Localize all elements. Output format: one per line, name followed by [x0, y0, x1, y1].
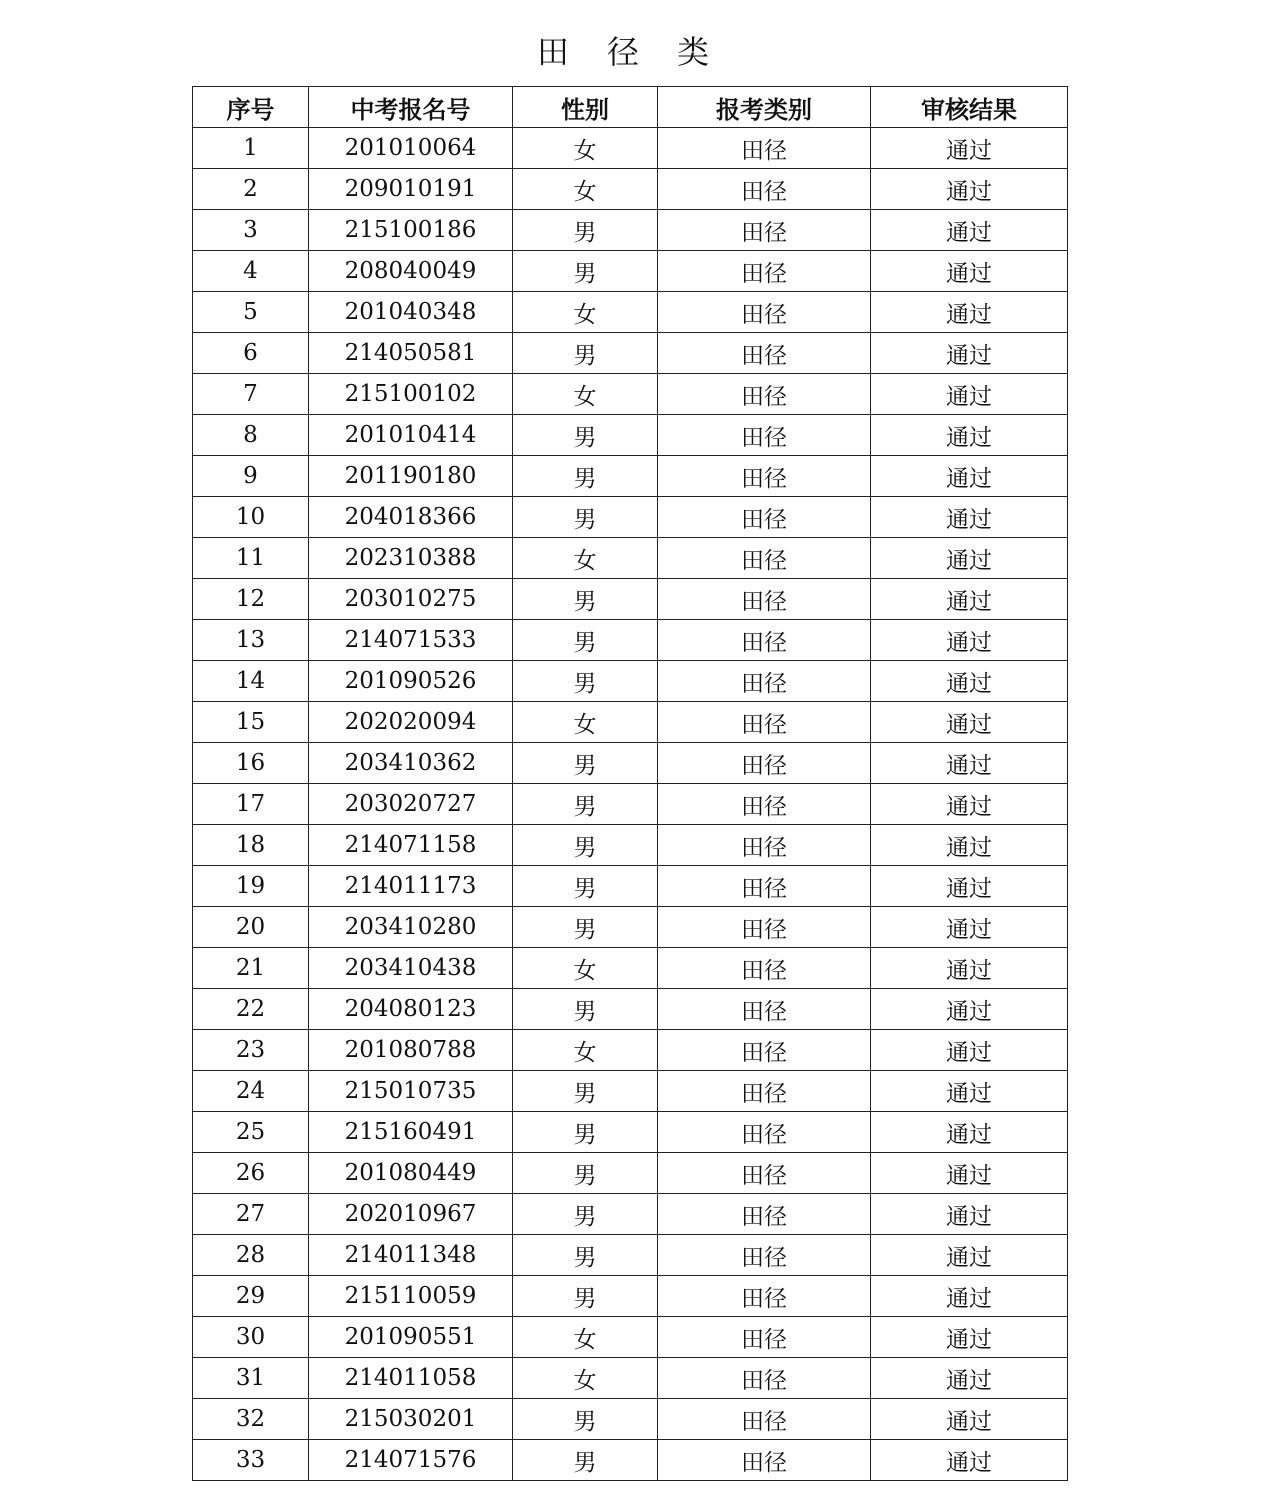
cell-gender: 女	[513, 538, 658, 579]
cell-seq: 5	[193, 292, 309, 333]
cell-exam-id: 201080788	[309, 1030, 513, 1071]
cell-result: 通过	[871, 579, 1068, 620]
table-row	[193, 907, 1068, 948]
cell-result: 通过	[871, 456, 1068, 497]
cell-exam-id: 201090551	[309, 1317, 513, 1358]
cell-result: 通过	[871, 661, 1068, 702]
cell-category: 田径	[658, 989, 871, 1030]
cell-seq: 25	[193, 1112, 309, 1153]
cell-seq: 9	[193, 456, 309, 497]
table-row	[193, 1194, 1068, 1235]
cell-seq: 31	[193, 1358, 309, 1399]
cell-seq: 12	[193, 579, 309, 620]
cell-result: 通过	[871, 743, 1068, 784]
cell-seq: 10	[193, 497, 309, 538]
cell-seq: 20	[193, 907, 309, 948]
header-category: 报考类别	[658, 87, 871, 128]
cell-seq: 18	[193, 825, 309, 866]
cell-result: 通过	[871, 1235, 1068, 1276]
cell-exam-id: 201040348	[309, 292, 513, 333]
cell-gender: 男	[513, 1194, 658, 1235]
table-row	[193, 866, 1068, 907]
cell-exam-id: 201190180	[309, 456, 513, 497]
cell-result: 通过	[871, 620, 1068, 661]
cell-gender: 男	[513, 497, 658, 538]
cell-seq: 23	[193, 1030, 309, 1071]
cell-result: 通过	[871, 1317, 1068, 1358]
cell-result: 通过	[871, 1112, 1068, 1153]
table-row	[193, 702, 1068, 743]
cell-gender: 男	[513, 210, 658, 251]
cell-result: 通过	[871, 1358, 1068, 1399]
cell-category: 田径	[658, 538, 871, 579]
table-row	[193, 948, 1068, 989]
cell-exam-id: 201090526	[309, 661, 513, 702]
table-row	[193, 292, 1068, 333]
cell-seq: 4	[193, 251, 309, 292]
cell-category: 田径	[658, 1153, 871, 1194]
table-row	[193, 1399, 1068, 1440]
cell-gender: 男	[513, 1235, 658, 1276]
cell-exam-id: 214071533	[309, 620, 513, 661]
table-row	[193, 661, 1068, 702]
table-row	[193, 1358, 1068, 1399]
cell-category: 田径	[658, 784, 871, 825]
cell-category: 田径	[658, 128, 871, 169]
table-row	[193, 1153, 1068, 1194]
cell-category: 田径	[658, 1276, 871, 1317]
cell-gender: 男	[513, 661, 658, 702]
cell-gender: 男	[513, 1440, 658, 1481]
table-row	[193, 456, 1068, 497]
cell-category: 田径	[658, 374, 871, 415]
cell-exam-id: 203010275	[309, 579, 513, 620]
cell-gender: 男	[513, 784, 658, 825]
cell-gender: 女	[513, 128, 658, 169]
cell-exam-id: 214011058	[309, 1358, 513, 1399]
cell-category: 田径	[658, 210, 871, 251]
cell-seq: 28	[193, 1235, 309, 1276]
cell-exam-id: 202310388	[309, 538, 513, 579]
cell-result: 通过	[871, 169, 1068, 210]
cell-result: 通过	[871, 866, 1068, 907]
cell-category: 田径	[658, 661, 871, 702]
table-row	[193, 497, 1068, 538]
cell-exam-id: 215160491	[309, 1112, 513, 1153]
cell-gender: 男	[513, 743, 658, 784]
cell-gender: 男	[513, 825, 658, 866]
cell-category: 田径	[658, 702, 871, 743]
cell-seq: 26	[193, 1153, 309, 1194]
cell-category: 田径	[658, 1071, 871, 1112]
cell-exam-id: 203410362	[309, 743, 513, 784]
cell-result: 通过	[871, 825, 1068, 866]
cell-category: 田径	[658, 1440, 871, 1481]
cell-exam-id: 201010064	[309, 128, 513, 169]
cell-category: 田径	[658, 948, 871, 989]
cell-gender: 男	[513, 1153, 658, 1194]
cell-gender: 男	[513, 251, 658, 292]
cell-exam-id: 215100102	[309, 374, 513, 415]
cell-category: 田径	[658, 1112, 871, 1153]
cell-exam-id: 214011348	[309, 1235, 513, 1276]
cell-category: 田径	[658, 620, 871, 661]
cell-seq: 14	[193, 661, 309, 702]
cell-exam-id: 203410438	[309, 948, 513, 989]
table-row	[193, 1317, 1068, 1358]
table-row	[193, 1030, 1068, 1071]
cell-category: 田径	[658, 907, 871, 948]
cell-seq: 2	[193, 169, 309, 210]
cell-gender: 男	[513, 1399, 658, 1440]
cell-gender: 男	[513, 456, 658, 497]
cell-gender: 男	[513, 579, 658, 620]
cell-seq: 1	[193, 128, 309, 169]
cell-result: 通过	[871, 1399, 1068, 1440]
cell-gender: 男	[513, 415, 658, 456]
header-gender: 性别	[513, 87, 658, 128]
cell-result: 通过	[871, 415, 1068, 456]
cell-seq: 22	[193, 989, 309, 1030]
cell-category: 田径	[658, 415, 871, 456]
table-row	[193, 579, 1068, 620]
cell-category: 田径	[658, 497, 871, 538]
cell-result: 通过	[871, 333, 1068, 374]
cell-exam-id: 201010414	[309, 415, 513, 456]
cell-result: 通过	[871, 1276, 1068, 1317]
cell-seq: 6	[193, 333, 309, 374]
table-row	[193, 1235, 1068, 1276]
table-row	[193, 374, 1068, 415]
cell-result: 通过	[871, 128, 1068, 169]
cell-result: 通过	[871, 1440, 1068, 1481]
cell-gender: 女	[513, 292, 658, 333]
cell-seq: 11	[193, 538, 309, 579]
cell-category: 田径	[658, 866, 871, 907]
cell-category: 田径	[658, 251, 871, 292]
table-row	[193, 1276, 1068, 1317]
cell-category: 田径	[658, 1030, 871, 1071]
cell-gender: 男	[513, 989, 658, 1030]
cell-category: 田径	[658, 1358, 871, 1399]
cell-seq: 33	[193, 1440, 309, 1481]
cell-category: 田径	[658, 1194, 871, 1235]
cell-seq: 8	[193, 415, 309, 456]
cell-gender: 女	[513, 948, 658, 989]
cell-result: 通过	[871, 907, 1068, 948]
cell-category: 田径	[658, 743, 871, 784]
cell-exam-id: 215030201	[309, 1399, 513, 1440]
cell-category: 田径	[658, 292, 871, 333]
table-row	[193, 620, 1068, 661]
cell-result: 通过	[871, 497, 1068, 538]
header-exam-id: 中考报名号	[309, 87, 513, 128]
cell-exam-id: 214050581	[309, 333, 513, 374]
cell-exam-id: 215100186	[309, 210, 513, 251]
cell-seq: 21	[193, 948, 309, 989]
cell-seq: 17	[193, 784, 309, 825]
cell-exam-id: 209010191	[309, 169, 513, 210]
cell-gender: 女	[513, 1317, 658, 1358]
cell-result: 通过	[871, 989, 1068, 1030]
cell-category: 田径	[658, 1317, 871, 1358]
cell-seq: 3	[193, 210, 309, 251]
cell-gender: 男	[513, 1276, 658, 1317]
cell-result: 通过	[871, 538, 1068, 579]
cell-gender: 女	[513, 169, 658, 210]
cell-gender: 女	[513, 1030, 658, 1071]
cell-seq: 29	[193, 1276, 309, 1317]
cell-exam-id: 203410280	[309, 907, 513, 948]
cell-result: 通过	[871, 251, 1068, 292]
cell-category: 田径	[658, 1399, 871, 1440]
cell-category: 田径	[658, 579, 871, 620]
table-row	[193, 210, 1068, 251]
table-header-row	[193, 87, 1068, 128]
table-row	[193, 743, 1068, 784]
table-row	[193, 825, 1068, 866]
table-row	[193, 333, 1068, 374]
cell-seq: 32	[193, 1399, 309, 1440]
cell-exam-id: 201080449	[309, 1153, 513, 1194]
cell-gender: 女	[513, 374, 658, 415]
cell-category: 田径	[658, 1235, 871, 1276]
table-row	[193, 169, 1068, 210]
cell-gender: 男	[513, 620, 658, 661]
cell-exam-id: 214071158	[309, 825, 513, 866]
cell-exam-id: 215010735	[309, 1071, 513, 1112]
cell-exam-id: 202020094	[309, 702, 513, 743]
cell-exam-id: 204018366	[309, 497, 513, 538]
table-row	[193, 538, 1068, 579]
cell-gender: 男	[513, 907, 658, 948]
cell-result: 通过	[871, 1071, 1068, 1112]
cell-exam-id: 202010967	[309, 1194, 513, 1235]
cell-seq: 7	[193, 374, 309, 415]
table-row	[193, 784, 1068, 825]
cell-result: 通过	[871, 210, 1068, 251]
cell-seq: 30	[193, 1317, 309, 1358]
applicant-table	[192, 86, 1068, 1481]
cell-exam-id: 214011173	[309, 866, 513, 907]
cell-category: 田径	[658, 169, 871, 210]
cell-seq: 15	[193, 702, 309, 743]
cell-seq: 13	[193, 620, 309, 661]
page-title: 田 径 类	[536, 33, 724, 71]
cell-result: 通过	[871, 784, 1068, 825]
table-row	[193, 1440, 1068, 1481]
table-row	[193, 251, 1068, 292]
cell-exam-id: 203020727	[309, 784, 513, 825]
cell-seq: 27	[193, 1194, 309, 1235]
cell-category: 田径	[658, 333, 871, 374]
cell-result: 通过	[871, 702, 1068, 743]
cell-result: 通过	[871, 374, 1068, 415]
table-row	[193, 1071, 1068, 1112]
table-row	[193, 128, 1068, 169]
cell-exam-id: 208040049	[309, 251, 513, 292]
cell-seq: 19	[193, 866, 309, 907]
cell-category: 田径	[658, 456, 871, 497]
header-seq: 序号	[193, 87, 309, 128]
header-result: 审核结果	[871, 87, 1068, 128]
table-row	[193, 1112, 1068, 1153]
cell-gender: 女	[513, 1358, 658, 1399]
cell-result: 通过	[871, 1153, 1068, 1194]
cell-exam-id: 204080123	[309, 989, 513, 1030]
table-row	[193, 415, 1068, 456]
cell-gender: 男	[513, 1112, 658, 1153]
cell-gender: 男	[513, 333, 658, 374]
cell-result: 通过	[871, 1030, 1068, 1071]
cell-result: 通过	[871, 292, 1068, 333]
cell-seq: 24	[193, 1071, 309, 1112]
cell-gender: 男	[513, 866, 658, 907]
cell-result: 通过	[871, 1194, 1068, 1235]
cell-exam-id: 215110059	[309, 1276, 513, 1317]
table-row	[193, 989, 1068, 1030]
cell-gender: 女	[513, 702, 658, 743]
cell-result: 通过	[871, 948, 1068, 989]
cell-gender: 男	[513, 1071, 658, 1112]
cell-exam-id: 214071576	[309, 1440, 513, 1481]
cell-category: 田径	[658, 825, 871, 866]
table-body	[193, 128, 1068, 1481]
cell-seq: 16	[193, 743, 309, 784]
